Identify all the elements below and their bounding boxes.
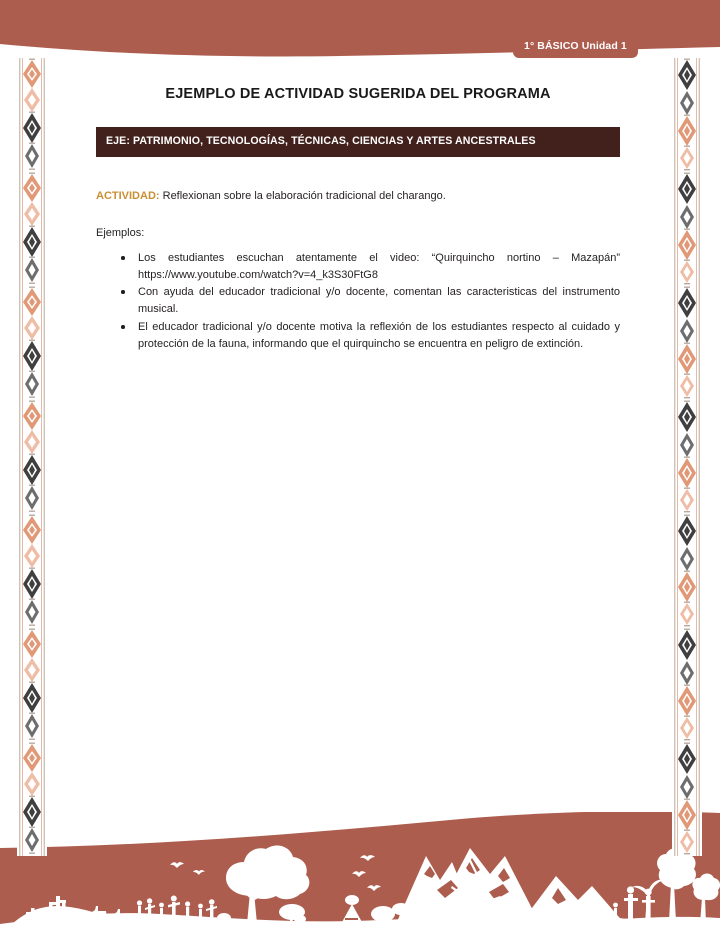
actividad-label: ACTIVIDAD: — [96, 190, 160, 203]
ejemplos-list — [96, 250, 620, 352]
unit-badge-wrapper — [513, 36, 638, 58]
right-decorative-border — [672, 58, 702, 856]
list-item: El educador tradicional y/o docente motiva la reflexión de los estudiantes respecto al cuidado y protección de la fauna, informando que el quirquincho se encuentra en peligro de extinción. — [138, 319, 620, 352]
actividad-text: Reflexionan sobre la elaboración tradicional del charango. — [162, 190, 446, 203]
actividad-paragraph — [96, 189, 620, 205]
document-content — [96, 80, 620, 353]
list-item: Con ayuda del educador tradicional y/o docente, comentan las caracteristicas del instrumento musical. — [138, 284, 620, 317]
list-item: Los estudiantes escuchan atentamente el video: “Quirquincho nortino – Mazapán” https://www.youtube.com/watch?v=4_k3S30FtG8 — [138, 250, 620, 283]
page-title: EJEMPLO DE ACTIVIDAD SUGERIDA DEL PROGRAMA — [165, 86, 551, 102]
eje-banner: EJE: PATRIMONIO, TECNOLOGÍAS, TÉCNICAS, CIENCIAS Y ARTES ANCESTRALES — [96, 127, 620, 157]
ejemplos-label: Ejemplos: — [96, 227, 145, 240]
left-decorative-border — [17, 58, 47, 856]
bottom-landscape-band — [0, 812, 720, 932]
unit-badge: 1° BÁSICO Unidad 1 — [513, 36, 638, 58]
